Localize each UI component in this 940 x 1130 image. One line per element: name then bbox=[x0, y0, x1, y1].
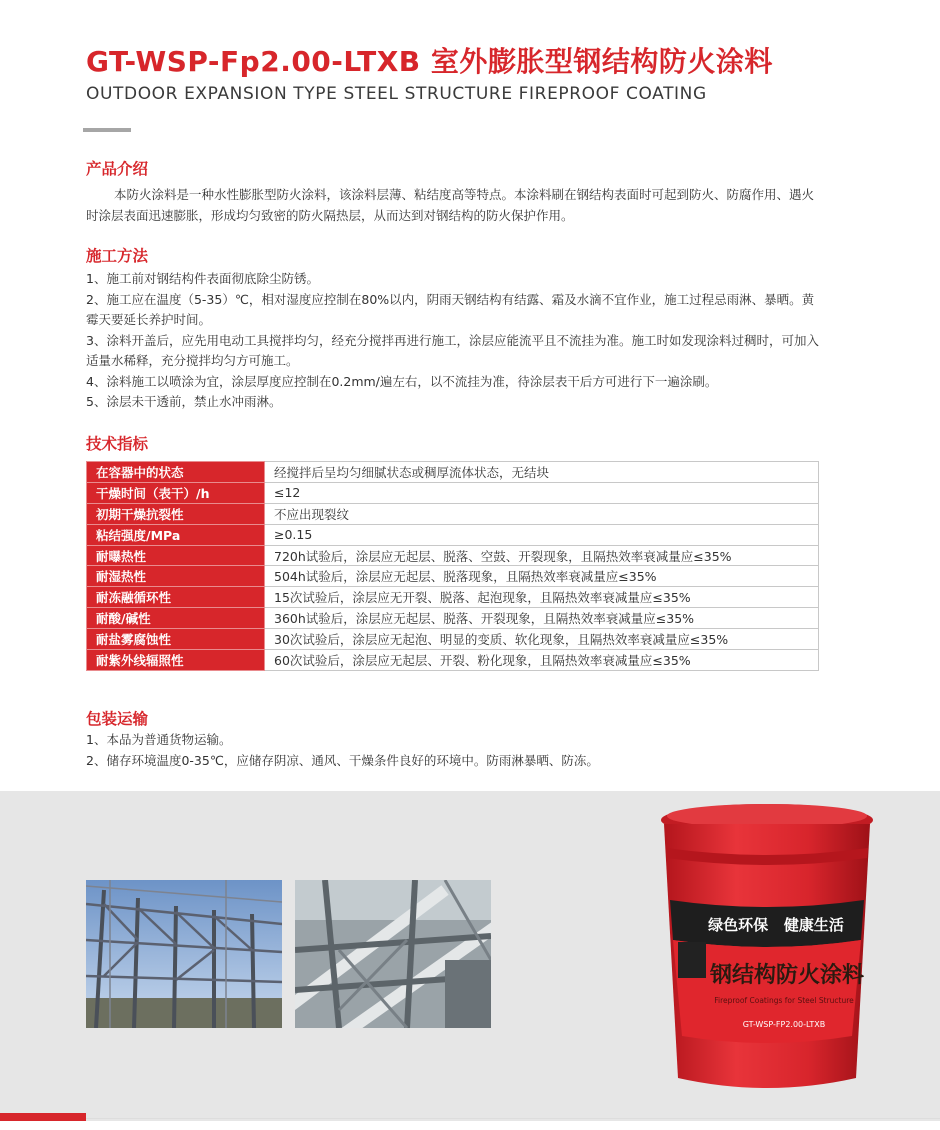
intro-heading: 产品介绍 bbox=[86, 160, 149, 178]
spec-value: 15次试验后，涂层应无开裂、脱落、起泡现象，且隔热效率衰减量应≤35% bbox=[265, 587, 819, 608]
spec-value: ≥0.15 bbox=[265, 524, 819, 545]
page-title: GT-WSP-Fp2.00-LTXB 室外膨胀型钢结构防火涂料 bbox=[86, 45, 773, 78]
steel-structure-photo-1 bbox=[86, 880, 282, 1028]
table-row bbox=[87, 545, 819, 566]
table-row bbox=[87, 608, 819, 629]
packaging-list bbox=[86, 730, 826, 771]
spec-value: 不应出现裂纹 bbox=[265, 503, 819, 524]
bucket-english-name: Fireproof Coatings for Steel Structure bbox=[714, 996, 854, 1005]
steel-structure-photo-2 bbox=[295, 880, 491, 1028]
intro-paragraph bbox=[86, 184, 826, 226]
table-row bbox=[87, 587, 819, 608]
table-row bbox=[87, 566, 819, 587]
method-heading: 施工方法 bbox=[86, 247, 149, 265]
table-row bbox=[87, 462, 819, 483]
specs-heading: 技术指标 bbox=[86, 435, 149, 453]
spec-value: 504h试验后，涂层应无起层、脱落现象，且隔热效率衰减量应≤35% bbox=[265, 566, 819, 587]
spec-key: 初期干燥抗裂性 bbox=[87, 503, 265, 524]
method-item: 3、涂料开盖后，应先用电动工具搅拌均匀，经充分搅拌再进行施工，涂层应能流平且不流挂为准。施工时如发现涂料过稠时，可加入适量水稀释，充分搅拌均匀方可施工。 bbox=[86, 332, 819, 368]
spec-key: 耐曝热性 bbox=[87, 545, 265, 566]
method-list bbox=[86, 269, 826, 413]
table-row bbox=[87, 524, 819, 545]
footer-line bbox=[86, 1118, 940, 1119]
packaging-item: 1、本品为普通货物运输。 bbox=[86, 732, 232, 747]
table-row bbox=[87, 650, 819, 671]
packaging-heading: 包装运输 bbox=[86, 710, 149, 728]
method-item: 4、涂料施工以喷涂为宜，涂层厚度应控制在0.2mm/遍左右，以不流挂为准，待涂层表干后方可进行下一遍涂刷。 bbox=[86, 373, 718, 389]
spec-key: 干燥时间（表干）/h bbox=[87, 482, 265, 503]
spec-key: 在容器中的状态 bbox=[87, 462, 265, 483]
bucket-shape bbox=[656, 800, 878, 1095]
method-item: 5、涂层未干透前，禁止水冲雨淋。 bbox=[86, 394, 282, 409]
table-row bbox=[87, 629, 819, 650]
spec-key: 耐冻融循环性 bbox=[87, 587, 265, 608]
specs-table bbox=[86, 461, 819, 671]
spec-value: 30次试验后，涂层应无起泡、明显的变质、软化现象，且隔热效率衰减量应≤35% bbox=[265, 629, 819, 650]
table-row bbox=[87, 503, 819, 524]
page-subtitle: OUTDOOR EXPANSION TYPE STEEL STRUCTURE FIREPROOF COATING bbox=[86, 84, 707, 104]
packaging-item: 2、储存环境温度0-35℃，应储存阴凉、通风、干燥条件良好的环境中。防雨淋暴晒、防冻。 bbox=[86, 752, 599, 768]
intro-text: 本防火涂料是一种水性膨胀型防火涂料，该涂料层薄、粘结度高等特点。本涂料刷在钢结构表面时可起到防火、防腐作用、遇火时涂层表面迅速膨胀，形成均匀致密的防火隔热层，从而达到对钢结构的防火保护作用。 bbox=[86, 187, 815, 223]
method-item: 1、施工前对钢结构件表面彻底除尘防锈。 bbox=[86, 271, 319, 286]
bucket-product-name: 钢结构防火涂料 bbox=[709, 963, 864, 988]
spec-key: 耐紫外线辐照性 bbox=[87, 650, 265, 671]
title-separator bbox=[83, 128, 131, 132]
bucket-model: GT-WSP-FP2.00-LTXB bbox=[742, 1020, 826, 1029]
spec-key: 耐酸/碱性 bbox=[87, 608, 265, 629]
spec-value: 经搅拌后呈均匀细腻状态或稠厚流体状态，无结块 bbox=[265, 462, 819, 483]
footer-accent-bar bbox=[0, 1113, 86, 1121]
method-item: 2、施工应在温度（5-35）℃，相对湿度应控制在80%以内，阴雨天钢结构有结露、霜及水滴不宜作业，施工过程忌雨淋、暴晒。黄霉天要延长养护时间。 bbox=[86, 291, 815, 327]
table-row bbox=[87, 482, 819, 503]
bucket-slogan: 绿色环保 健康生活 bbox=[708, 916, 844, 934]
spec-key: 粘结强度/MPa bbox=[87, 524, 265, 545]
spec-value: ≤12 bbox=[265, 482, 819, 503]
spec-value: 60次试验后，涂层应无起层、开裂、粉化现象，且隔热效率衰减量应≤35% bbox=[265, 650, 819, 671]
spec-value: 720h试验后，涂层应无起层、脱落、空鼓、开裂现象，且隔热效率衰减量应≤35% bbox=[265, 545, 819, 566]
spec-key: 耐湿热性 bbox=[87, 566, 265, 587]
spec-key: 耐盐雾腐蚀性 bbox=[87, 629, 265, 650]
spec-value: 360h试验后，涂层应无起层、脱落、开裂现象，且隔热效率衰减量应≤35% bbox=[265, 608, 819, 629]
product-bucket bbox=[656, 800, 878, 1095]
